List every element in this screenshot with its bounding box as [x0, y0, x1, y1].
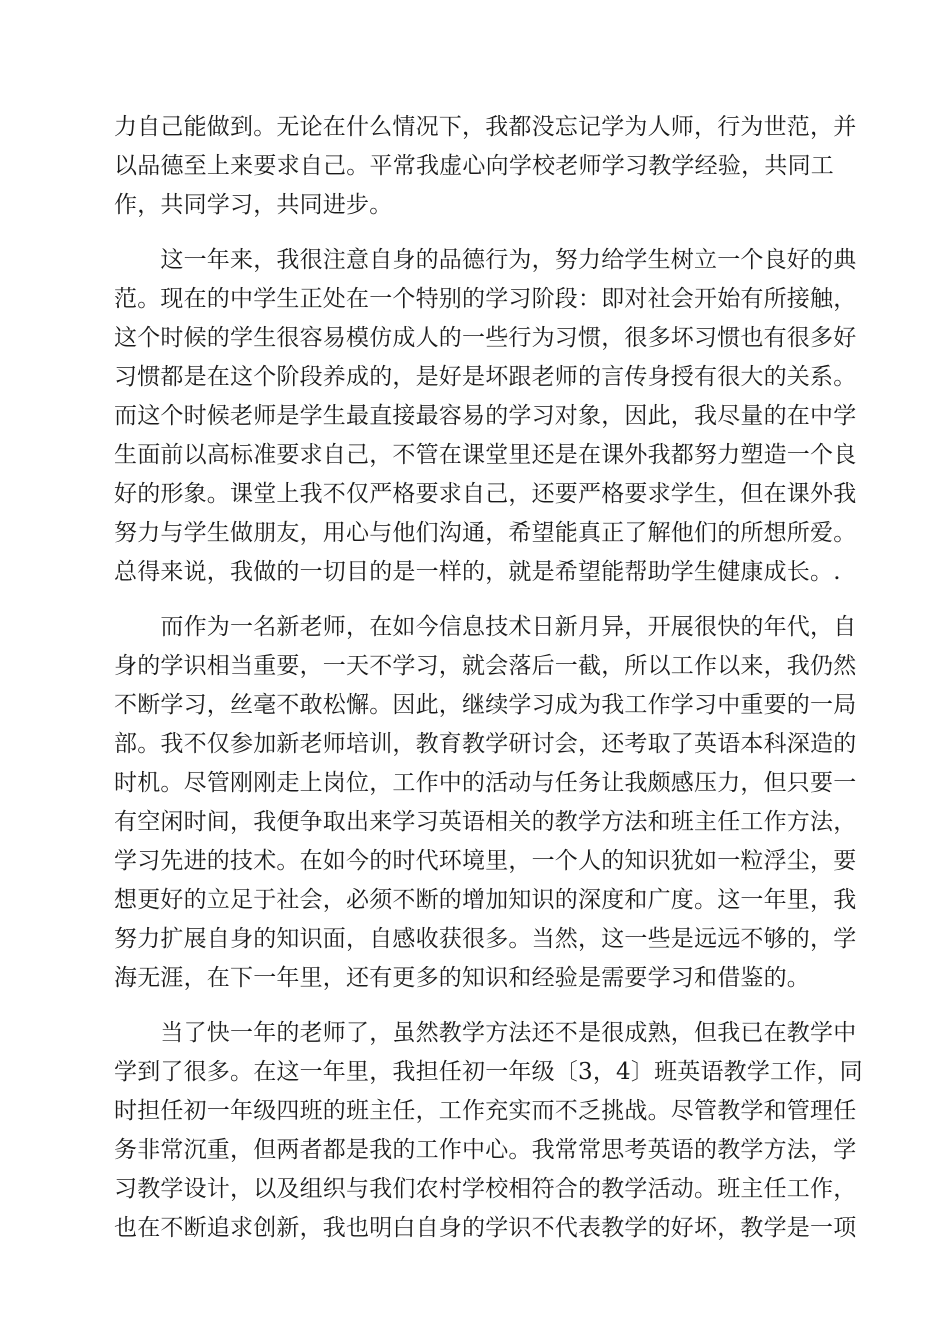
text-line: 习惯都是在这个阶段养成的，是好是坏跟老师的言传身授有很大的关系。: [114, 364, 857, 390]
paragraph-3: [114, 608, 857, 998]
text-line: 想更好的立足于社会，必须不断的增加知识的深度和广度。这一年里，我: [114, 887, 857, 913]
text-line: 不断学习，丝毫不敢松懈。因此，继续学习成为我工作学习中重要的一局: [114, 692, 857, 718]
document-body: [114, 108, 863, 1264]
text-line: 有空闲时间，我便争取出来学习英语相关的教学方法和班主任工作方法，: [114, 809, 857, 835]
text-line: 努力扩展自身的知识面，自感收获很多。当然，这一些是远远不够的，学: [114, 926, 857, 952]
text-line: 学到了很多。在这一年里，我担任初一年级〔3，4〕班英语教学工作，同: [114, 1059, 863, 1085]
text-line: 以品德至上来要求自己。平常我虚心向学校老师学习教学经验，共同工: [114, 153, 834, 179]
text-line: 好的形象。课堂上我不仅严格要求自己，还要严格要求学生，但在课外我: [114, 481, 857, 507]
text-line: 而这个时候老师是学生最直接最容易的学习对象，因此，我尽量的在中学: [114, 403, 857, 429]
paragraph-4: [114, 1014, 863, 1248]
text-line: 范。现在的中学生正处在一个特别的学习阶段：即对社会开始有所接触，: [114, 286, 857, 312]
text-line: 生面前以高标准要求自己，不管在课堂里还是在课外我都努力塑造一个良: [114, 442, 857, 468]
text-line: 务非常沉重，但两者都是我的工作中心。我常常思考英语的教学方法，学: [114, 1137, 857, 1163]
text-line: 这个时候的学生很容易模仿成人的一些行为习惯，很多坏习惯也有很多好: [114, 325, 857, 351]
text-line: 学习先进的技术。在如今的时代环境里，一个人的知识犹如一粒浮尘，要: [114, 848, 857, 874]
text-line: 当了快一年的老师了，虽然教学方法还不是很成熟，但我已在教学中: [114, 1020, 857, 1046]
text-line: 总得来说，我做的一切目的是一样的，就是希望能帮助学生健康成长。.: [114, 559, 841, 585]
paragraph-1: [114, 108, 857, 225]
text-line: 作，共同学习，共同进步。: [114, 192, 393, 218]
text-line: 也在不断追求创新，我也明白自身的学识不代表教学的好坏，教学是一项: [114, 1215, 857, 1241]
text-line: 时机。尽管刚刚走上岗位，工作中的活动与任务让我颇感压力，但只要一: [114, 770, 857, 796]
text-line: 努力与学生做朋友，用心与他们沟通，希望能真正了解他们的所想所爱。: [114, 520, 857, 546]
text-line: 力自己能做到。无论在什么情况下，我都没忘记学为人师，行为世范，并: [114, 114, 857, 140]
text-line: 时担任初一年级四班的班主任，工作充实而不乏挑战。尽管教学和管理任: [114, 1098, 857, 1124]
text-line: 而作为一名新老师，在如今信息技术日新月异，开展很快的年代，自: [114, 614, 857, 640]
text-line: 部。我不仅参加新老师培训，教育教学研讨会，还考取了英语本科深造的: [114, 731, 857, 757]
paragraph-2: [114, 241, 857, 592]
text-line: 习教学设计，以及组织与我们农村学校相符合的教学活动。班主任工作，: [114, 1176, 857, 1202]
text-line: 身的学识相当重要，一天不学习，就会落后一截，所以工作以来，我仍然: [114, 653, 857, 679]
text-line: 海无涯，在下一年里，还有更多的知识和经验是需要学习和借鉴的。: [114, 965, 810, 991]
text-line: 这一年来，我很注意自身的品德行为，努力给学生树立一个良好的典: [114, 247, 857, 273]
